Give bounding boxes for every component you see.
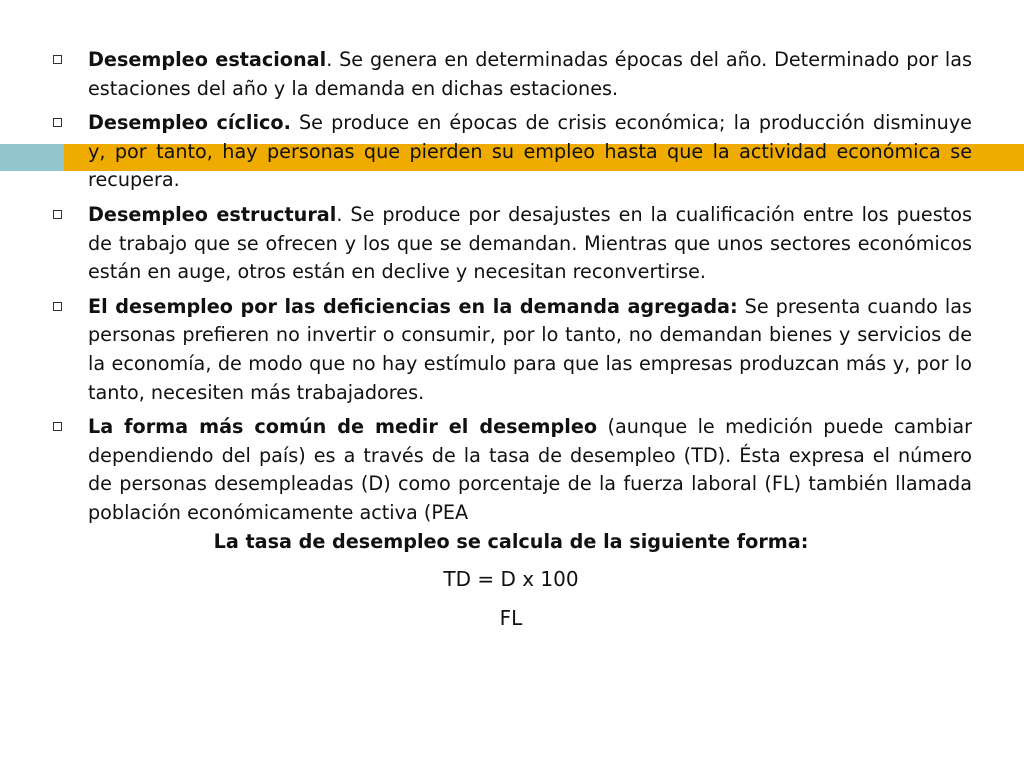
bullet-text: . Se genera en determinadas épocas del año. Determinado por las estaciones del año y la demanda en dichas estaciones. [88, 48, 972, 100]
square-bullet-icon [53, 118, 62, 127]
square-bullet-icon [53, 302, 62, 311]
bullet-text: . Se produce por desajustes en la cualificación entre los puestos de trabajo que se ofrecen y los que se demandan. Mientras que unos sectores económicos están en auge, otros están en declive y necesitan reconvertirse. [88, 202, 972, 284]
bullet-text: Se presenta cuando las personas prefieren no invertir o consumir, por lo tanto, no demandan bienes y servicios de la economía, de modo que no hay estímulo para que las empresas produzcan más y, por lo tanto, necesiten más trabajadores. [88, 294, 972, 404]
bullet-term: Desempleo cíclico. [88, 111, 291, 135]
bullet-text: Se produce en épocas de crisis económica; la producción disminuye y, por tanto, hay personas que pierden su empleo hasta que la actividad económica se recupera. [88, 111, 972, 192]
bullet-term: Desempleo estacional [88, 48, 327, 71]
bullet-desempleo-estructural [50, 201, 972, 287]
bullet-term: Desempleo estructural [88, 202, 337, 226]
square-bullet-icon [53, 422, 62, 431]
bullet-term: El desempleo por las deficiencias en la demanda agregada: [88, 294, 738, 318]
slide-content [50, 46, 972, 632]
square-bullet-icon [53, 210, 62, 219]
formula-title: La tasa de desempleo se calcula de la siguiente forma: [213, 529, 809, 553]
bullet-demanda-agregada [50, 293, 972, 407]
formula-numerator: TD = D x 100 [443, 567, 579, 592]
bullet-text: (aunque le medición puede cambiar dependiendo del país) es a través de la tasa de desempleo (TD). Ésta expresa el número de personas desempleadas (D) como porcentaje de la fuerza laboral (FL) también llamada población económicamente activa (PEA [88, 415, 972, 524]
bullet-desempleo-ciclico [50, 109, 972, 195]
formula-denominator: FL [499, 605, 523, 630]
bullet-term: La forma más común de medir el desempleo [88, 415, 598, 439]
square-bullet-icon [53, 55, 62, 64]
bullet-desempleo-estacional [50, 46, 972, 103]
bullet-medir-desempleo [50, 413, 972, 527]
